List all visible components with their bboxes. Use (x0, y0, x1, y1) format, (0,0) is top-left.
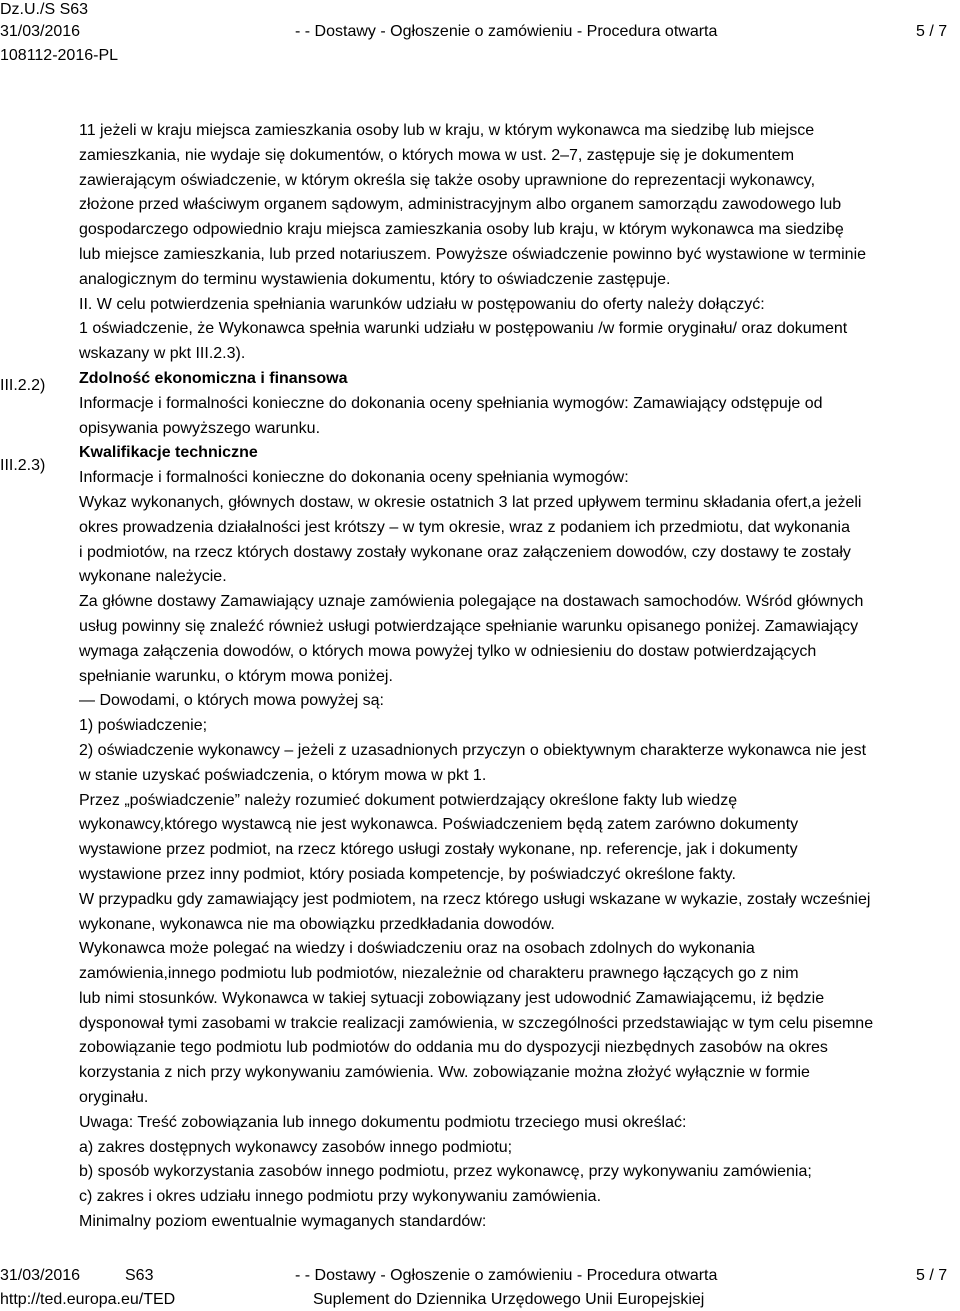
body-line: wykonawcy,którego wystawcą nie jest wykonawca. Poświadczeniem będą zatem zarówno dokumenty (79, 816, 799, 834)
section-number-economic: III.2.2) (0, 377, 46, 394)
header-date: 31/03/2016 (0, 23, 81, 40)
body-line: analogicznym do terminu wystawienia dokumentu, który to oświadczenie zastępuje. (79, 270, 671, 288)
section-number-technical: III.2.3) (0, 457, 46, 474)
body-line: wymaga załączenia dowodów, o których mowa powyżej tylko w odniesieniu do dostaw potwierdzających (79, 642, 817, 660)
body-line: okres prowadzenia działalności jest krótszy – w tym okresie, wraz z podaniem ich przedmiotu, dat wykonania (79, 518, 851, 536)
body-line: Wykonawca może polegać na wiedzy i doświadczeniu oraz na osobach zdolnych do wykonania (79, 940, 755, 958)
body-line: W przypadku gdy zamawiający jest podmiotem, na rzecz którego usługi wskazane w wykazie, zostały wcześniej (79, 890, 871, 908)
body-line: zobowiązanie tego podmiotu lub podmiotów do oddania mu do dyspozycji niezbędnych zasobów na okres (79, 1039, 828, 1057)
body-line: gospodarczego odpowiednio kraju miejsca zamieszkania osoby lub kraju, w którym wykonawca ma siedzibę (79, 221, 844, 239)
body-line: 1) poświadczenie; (79, 717, 208, 735)
body-line: w stanie uzyskać poświadczenia, o którym mowa w pkt 1. (79, 766, 487, 784)
body-line: wystawione przez inny podmiot, który posiada kompetencje, by poświadczyć określone fakty. (79, 865, 736, 883)
body-line: lub miejsce zamieszkania, lub przed notariuszem. Powyższe oświadczenie powinno być wystawione w terminie (79, 245, 867, 263)
body-line: zawierającym oświadczenie, w którym określa się także osoby uprawnione do reprezentacji wykonawcy, (79, 171, 816, 189)
body-line: opisywania powyższego warunku. (79, 419, 321, 437)
body-line: Informacje i formalności konieczne do dokonania oceny spełniania wymogów: Zamawiający odstępuje od (79, 394, 823, 412)
body-line: oryginału. (79, 1089, 149, 1107)
body-line: Wykaz wykonanych, głównych dostaw, w okresie ostatnich 3 lat przed upływem terminu składania ofert,a jeżeli (79, 493, 862, 511)
footer-url-link[interactable]: http://ted.europa.eu/TED (0, 1291, 176, 1308)
body-line: spełnianie warunku, o którym mowa poniżej. (79, 667, 393, 685)
body-line: b) sposób wykorzystania zasobów innego podmiotu, przez wykonawcę, przy wykonywaniu zamówienia; (79, 1163, 812, 1181)
body-line: II. W celu potwierdzenia spełniania warunków udziału w postępowaniu do oferty należy dołączyć: (79, 295, 765, 313)
body-line: Przez „poświadczenie” należy rozumieć dokument potwierdzający określone fakty lub wiedzę (79, 791, 738, 809)
footer-supplement: Suplement do Dziennika Urzędowego Unii Europejskiej (313, 1291, 705, 1308)
section-heading-technical: Kwalifikacje techniczne (79, 444, 258, 462)
body-line: zamieszkania, nie wydaje się dokumentów, o których mowa w ust. 2–7, zastępuje się je dokumentem (79, 146, 795, 164)
document-id: 108112-2016-PL (0, 47, 119, 64)
body-line: 2) oświadczenie wykonawcy – jeżeli z uzasadnionych przyczyn o obiektywnym charakterze wykonawca nie jest (79, 741, 867, 759)
body-line: korzystania z nich przy wykonywaniu zamówienia. Ww. zobowiązanie można złożyć wyłącznie w formie (79, 1064, 810, 1082)
body-line: lub nimi stosunków. Wykonawca w takiej sytuacji zobowiązany jest udowodnić Zamawiającemu, iż będzie (79, 989, 825, 1007)
body-line: zamówienia,innego podmiotu lub podmiotów, niezależnie od charakteru prawnego łączących go z nim (79, 965, 799, 983)
body-line: c) zakres i okres udziału innego podmiotu przy wykonywaniu zamówienia. (79, 1188, 602, 1206)
body-line: 11 jeżeli w kraju miejsca zamieszkania osoby lub w kraju, w którym wykonawca ma siedzibę lub miejsce (79, 122, 815, 139)
body-line: wystawione przez podmiot, na rzecz którego usługi zostały wykonane, np. referencje, jak i dokumenty (79, 841, 798, 859)
body-line: ― Dowodami, o których mowa powyżej są: (79, 692, 384, 710)
body-line: Za główne dostawy Zamawiający uznaje zamówienia polegające na dostawach samochodów. Wśród głównych (79, 593, 864, 611)
body-line: wykonane, wykonawca nie ma obowiązku przedkładania dowodów. (79, 915, 555, 933)
body-line: wykonane należycie. (79, 568, 227, 586)
body-line: i podmiotów, na rzecz których dostawy zostały wykonane oraz załączeniem dowodów, czy dostawy te zostały (79, 543, 851, 561)
footer-page-number: 5 / 7 (916, 1267, 948, 1284)
section-heading-economic: Zdolność ekonomiczna i finansowa (79, 369, 348, 387)
footer-date: 31/03/2016 (0, 1267, 81, 1284)
body-line: usług powinny się znaleźć również usługi potwierdzające spełnianie warunku opisanego poniżej. Zamawiający (79, 617, 859, 635)
body-line: Uwaga: Treść zobowiązania lub innego dokumentu podmiotu trzeciego musi określać: (79, 1113, 687, 1131)
body-line: złożone przed właściwym organem sądowym, administracyjnym albo organem samorządu zawodowego lub (79, 196, 842, 214)
document-body (79, 119, 959, 1235)
body-line: wskazany w pkt III.2.3). (79, 345, 246, 363)
body-line: dysponował tymi zasobami w trakcie realizacji zamówienia, w szczególności przedstawiając w tym celu pisemne (79, 1014, 874, 1032)
journal-ref: Dz.U./S S63 (0, 1, 89, 18)
body-line: Minimalny poziom ewentualnie wymaganych standardów: (79, 1213, 487, 1231)
footer-journal: S63 (125, 1267, 154, 1284)
body-line: a) zakres dostępnych wykonawcy zasobów innego podmiotu; (79, 1138, 513, 1156)
header-title: - - Dostawy - Ogłoszenie o zamówieniu - Procedura otwarta (295, 23, 718, 40)
footer-title: - - Dostawy - Ogłoszenie o zamówieniu - Procedura otwarta (295, 1267, 718, 1284)
body-line: 1 oświadczenie, że Wykonawca spełnia warunki udziału w postępowaniu /w formie oryginału/ oraz dokument (79, 320, 848, 338)
body-line: Informacje i formalności konieczne do dokonania oceny spełniania wymogów: (79, 469, 629, 487)
header-page-number: 5 / 7 (916, 23, 948, 40)
